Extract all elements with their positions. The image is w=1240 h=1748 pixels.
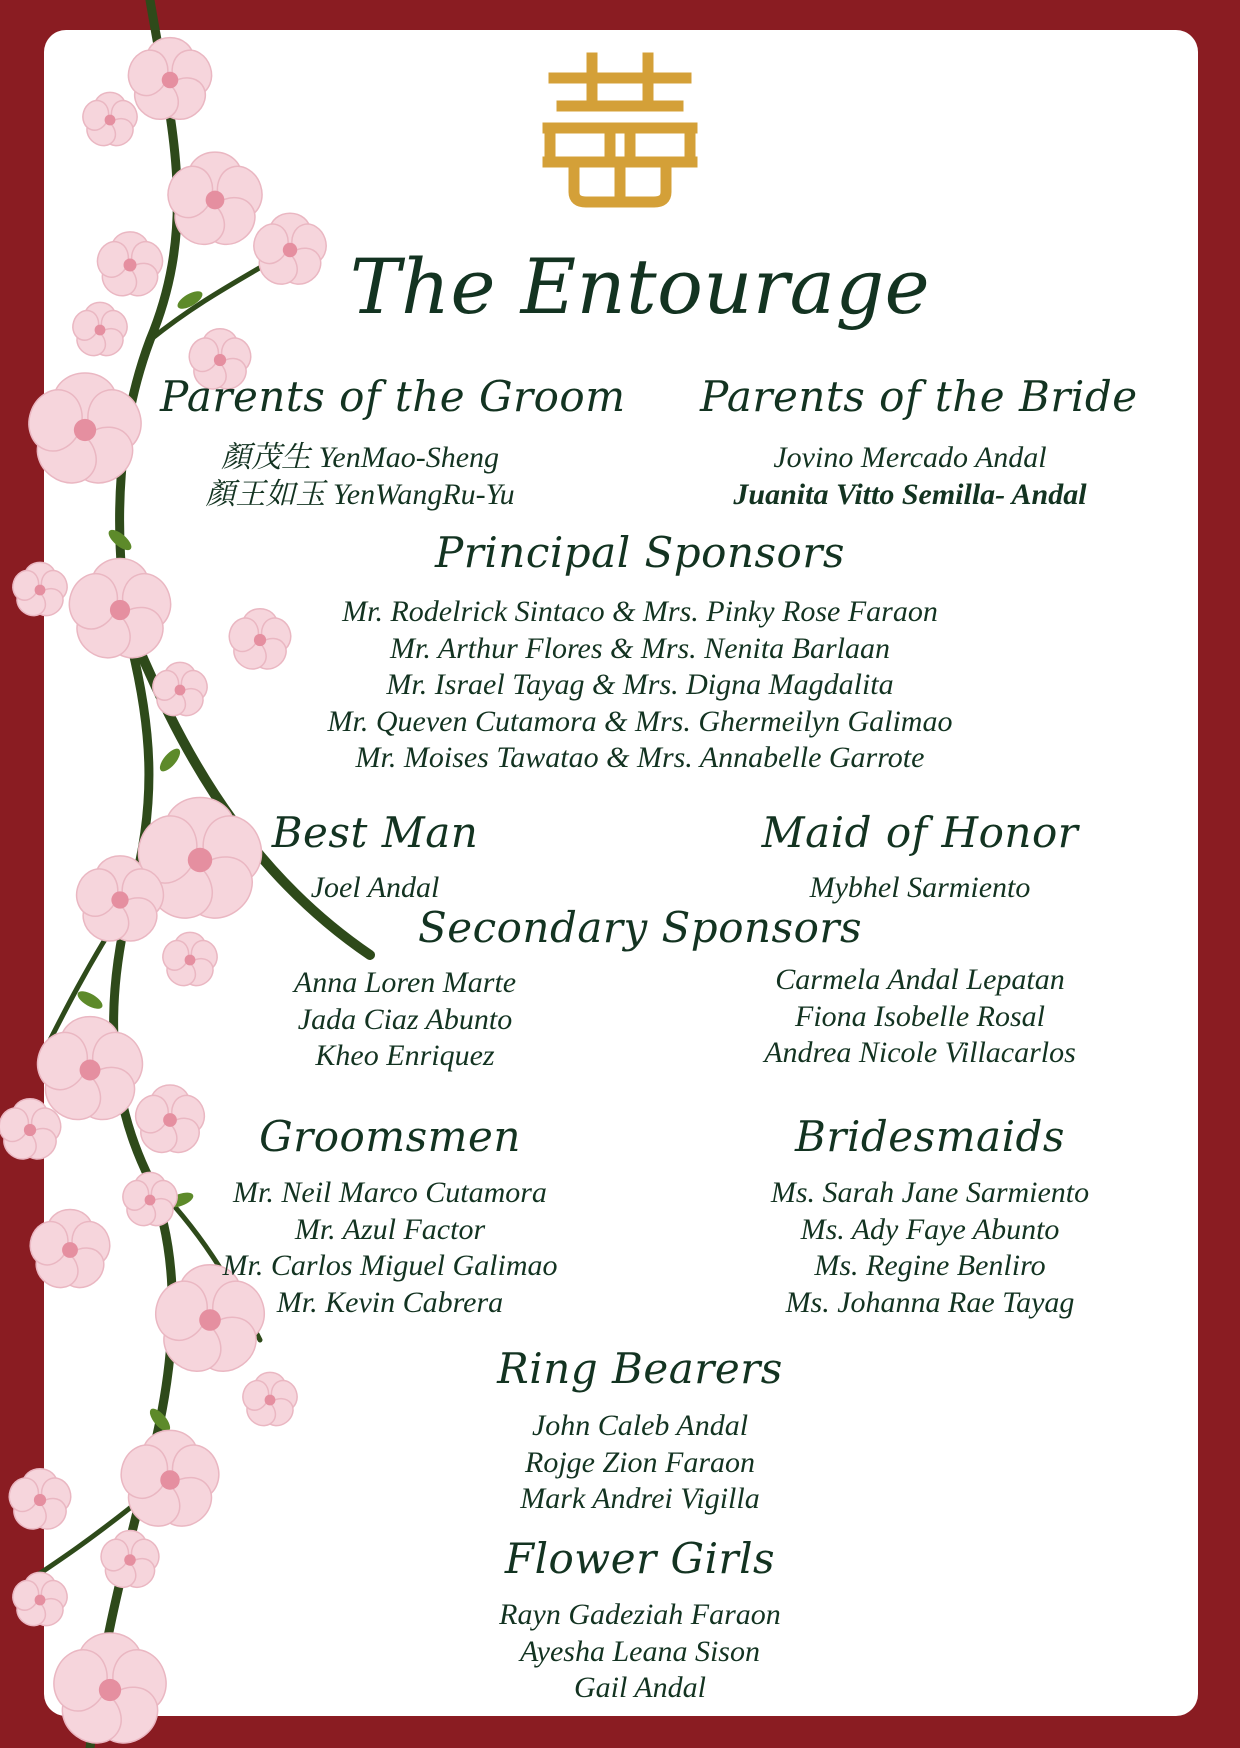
principal-sponsor-pair: Mr. Moises Tawatao & Mrs. Annabelle Garrote [355, 741, 925, 774]
ring-bearers-heading: Ring Bearers [497, 1344, 783, 1393]
blossom-flower [62, 558, 177, 668]
secondary-sponsor: Anna Loren Marte [293, 966, 517, 999]
blossom-flower [46, 1633, 174, 1748]
best-man-heading: Best Man [271, 808, 479, 857]
parents-groom-name: 顏王如玉 YenWangRu-Yu [205, 477, 515, 511]
principal-sponsor-pair: Mr. Rodelrick Sintaco & Mrs. Pinky Rose Faraon [342, 595, 938, 628]
principal-sponsor-pair: Mr. Israel Tayag & Mrs. Digna Magdalita [386, 668, 894, 701]
principal-sponsors-list [260, 594, 1020, 777]
blossom-flower [93, 232, 167, 302]
double-happiness-icon [540, 52, 700, 212]
bridesmaid: Ms. Sarah Jane Sarmiento [770, 1176, 1090, 1209]
ring-bearer: Mark Andrei Vigilla [520, 1482, 760, 1515]
bridesmaids-heading: Bridesmaids [795, 1112, 1065, 1161]
parents-groom-list [160, 440, 560, 513]
maid-of-honor-heading: Maid of Honor [761, 808, 1079, 857]
bridesmaid: Ms. Regine Benliro [814, 1249, 1046, 1282]
best-man-name-text: Joel Andal [310, 871, 440, 904]
flower-girl: Ayesha Leana Sison [520, 1634, 760, 1668]
blossom-flower [5, 1469, 75, 1536]
groomsman: Mr. Kevin Cabrera [276, 1285, 504, 1319]
blossom-flower [97, 1531, 163, 1594]
principal-sponsor-pair: Mr. Arthur Flores & Mrs. Nenita Barlaan [389, 631, 891, 665]
flower-girl: Rayn Gadeziah Faraon [499, 1598, 781, 1631]
groomsman: Mr. Azul Factor [294, 1212, 486, 1246]
flower-girls-list [460, 1597, 820, 1707]
blossom-flower [239, 1372, 301, 1431]
groomsman: Mr. Neil Marco Cutamora [233, 1176, 547, 1209]
parents-bride-list [690, 440, 1130, 513]
blossom-flower [119, 1172, 181, 1231]
parents-bride-name: Jovino Mercado Andal [773, 441, 1047, 474]
bridesmaids-list [730, 1175, 1130, 1321]
bridesmaid: Ms. Johanna Rae Tayag [785, 1285, 1075, 1319]
principal-sponsors-heading: Principal Sponsors [435, 528, 845, 577]
parents-groom-name: 顏茂生 YenMao-Sheng [220, 441, 500, 474]
principal-sponsor-pair: Mr. Queven Cutamora & Mrs. Ghermeilyn Galimao [327, 704, 953, 738]
secondary-sponsor: Andrea Nicole Villacarlos [764, 1036, 1076, 1069]
secondary-sponsor: Jada Ciaz Abunto [297, 1002, 513, 1036]
ring-bearer: John Caleb Andal [531, 1409, 749, 1442]
ring-bearer: Rojge Zion Faraon [525, 1445, 755, 1479]
flower-girls-heading: Flower Girls [504, 1534, 776, 1583]
groomsmen-list [190, 1175, 590, 1321]
secondary-sponsors-right-list [730, 962, 1110, 1072]
best-man-name [225, 870, 525, 907]
secondary-sponsor: Carmela Andal Lepatan [775, 963, 1065, 996]
blossom-flower [9, 562, 71, 621]
flower-girl: Gail Andal [574, 1671, 706, 1704]
ring-bearers-list [470, 1408, 810, 1518]
parents-bride-heading: Parents of the Bride [700, 372, 1138, 421]
blossom-flower [159, 932, 221, 991]
groomsman: Mr. Carlos Miguel Galimao [222, 1249, 558, 1282]
secondary-sponsor: Fiona Isobelle Rosal [795, 999, 1045, 1033]
secondary-sponsors-heading: Secondary Sponsors [417, 903, 863, 952]
maid-of-honor-name-text: Mybhel Sarmiento [809, 871, 1031, 904]
blossom-flower [149, 662, 211, 721]
maid-of-honor-name [760, 870, 1080, 907]
secondary-sponsor: Kheo Enriquez [315, 1039, 495, 1072]
bridesmaid: Ms. Ady Faye Abunto [800, 1212, 1060, 1246]
blossom-flower [9, 1572, 71, 1631]
parents-groom-heading: Parents of the Groom [160, 372, 626, 421]
parents-bride-name: Juanita Vitto Semilla- Andal [733, 477, 1087, 511]
blossom-flower [25, 1210, 116, 1296]
blossom-flower [249, 213, 331, 291]
secondary-sponsors-left-list [230, 965, 580, 1075]
page-title: The Entourage [349, 242, 931, 331]
groomsmen-heading: Groomsmen [259, 1112, 521, 1161]
blossom-flower [131, 1085, 209, 1159]
blossom-flower [69, 302, 131, 361]
blossom-flower [79, 92, 141, 151]
